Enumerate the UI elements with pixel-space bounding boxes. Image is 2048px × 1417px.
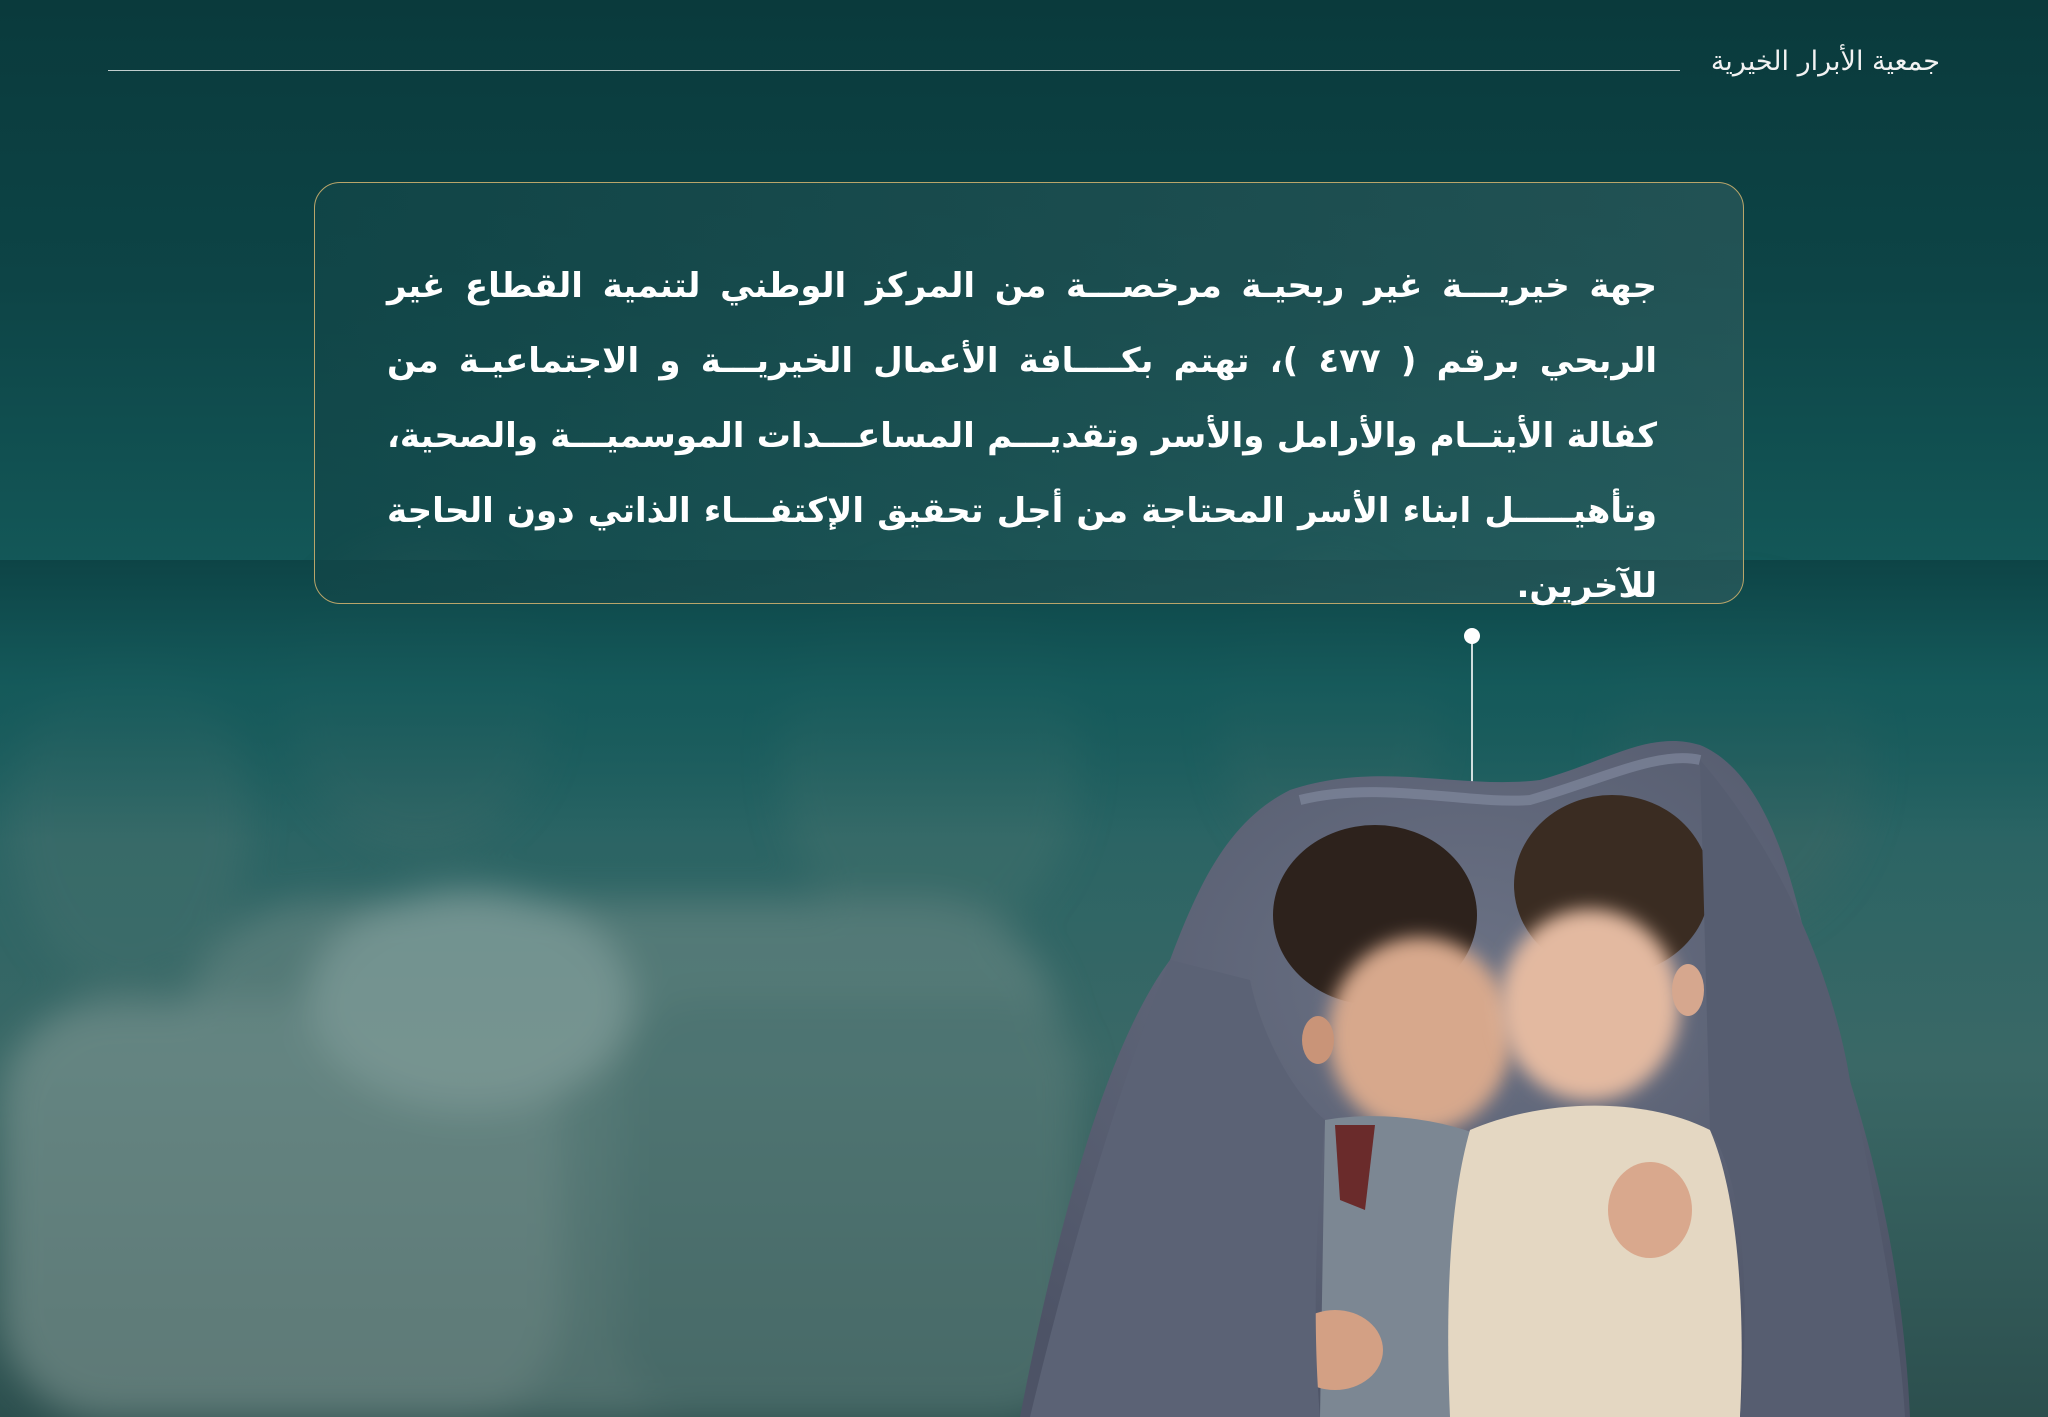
brand-name: جمعية الأبرار الخيرية (1710, 46, 1940, 77)
intro-paragraph: جهة خيريـــة غير ربحيـة مرخصـــة من المركز الوطني لتنمية القطاع غير الربحي برقم ( ٤٧٧ )، تهتم بكــــافة الأعمال الخيريـــة و الاجتماعيـة من كفالة الأيتــام والأرامل والأسر وتقديـــم المساعـــدات الموسميـــة والصحية، وتأهيـــــل ابناء الأسر المحتاجة من أجل تحقيق الإكتفـــاء الذاتي دون الحاجة للآخرين. (387, 266, 1658, 606)
